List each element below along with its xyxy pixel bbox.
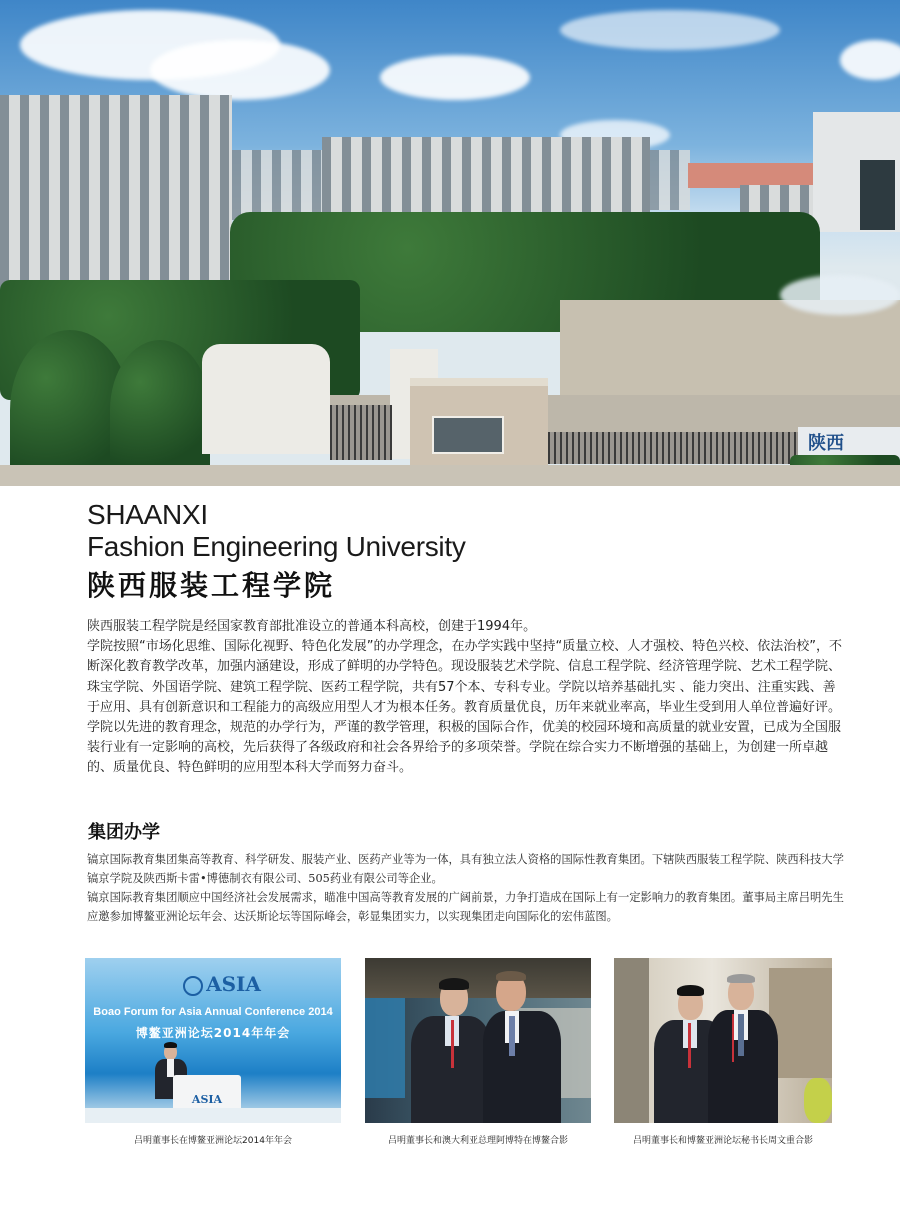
photo-boao-stage bbox=[85, 958, 341, 1123]
stage-floor bbox=[85, 1108, 341, 1123]
wall-panel bbox=[769, 968, 832, 1078]
intro-paragraph: 陕西服装工程学院是经国家教育部批准设立的普通本科高校，创建于1994年。 bbox=[87, 619, 537, 634]
intro-paragraph: 学院以先进的教育理念，规范的办学行为，严谨的教学管理，积极的国际合作，优美的校园环境和高质量的就业安置，已成为全国服装行业有一定影响的高校，先后获得了各级政府和社会各界给予的多项荣誉。学院在综合实力不断增强的基础上，为创建一所卓越的、质量优良、特色鲜明的应用型本科大学而努力奋斗。 bbox=[87, 720, 842, 776]
campus-hero-photo bbox=[0, 0, 900, 486]
wall-column bbox=[614, 958, 649, 1123]
person-right-tie bbox=[738, 1014, 744, 1056]
guardhouse-window bbox=[432, 416, 504, 454]
podium-logo: ASIA bbox=[191, 1093, 223, 1106]
left-building bbox=[0, 95, 232, 310]
photo-caption: 吕明董事长在博鳌亚洲论坛2014年年会 bbox=[134, 1136, 292, 1146]
globe-icon bbox=[183, 976, 203, 996]
center-wing bbox=[650, 150, 690, 210]
photo-with-australian-pm bbox=[365, 958, 591, 1123]
center-building bbox=[322, 137, 650, 219]
asia-logo-text: ASIA bbox=[206, 972, 261, 996]
intro-text bbox=[87, 617, 847, 779]
person-right-hair bbox=[727, 974, 755, 983]
flowers bbox=[804, 1078, 832, 1123]
cloud bbox=[560, 10, 780, 50]
person-left-hair bbox=[439, 978, 469, 990]
cloud bbox=[150, 40, 330, 100]
title-english-line1: SHAANXI bbox=[87, 499, 208, 530]
asia-logo bbox=[177, 966, 267, 1002]
campus-sign-text: 陕西 bbox=[808, 433, 844, 454]
person-left-hair bbox=[677, 985, 704, 996]
lanyard bbox=[732, 1014, 734, 1062]
right-building-glass bbox=[860, 160, 895, 230]
intro-paragraph: 学院按照“市场化思维、国际化视野、特色化发展”的办学理念，在办学实践中坚持“质量立校、人才强校、特色兴校、依法治校”，不断深化教育教学改革，加强内涵建设，形成了鲜明的办学特色。现设服装艺术学院、信息工程学院、经济管理学院、艺术工程学院、珠宝学院、外国语学院、建筑工程学院、医药工程学院，共有57个本、专科专业。学院以培养基础扎实 、能力突出、注重实践、善于应用、具有创新意识和工程能力的高级应用型人才为根本任务。教育质量优良，历年来就业率高，毕业生受到用人单位普遍好评。 bbox=[87, 639, 842, 715]
backdrop-chinese: 博鳌亚洲论坛2014年年会 bbox=[135, 1026, 291, 1040]
mid-left-building bbox=[232, 150, 322, 220]
photo-caption: 吕明董事长和博鳌亚洲论坛秘书长周文重合影 bbox=[632, 1136, 813, 1146]
gate-door bbox=[330, 405, 392, 460]
pine-tree bbox=[110, 340, 210, 480]
ceiling bbox=[365, 958, 591, 998]
cloud bbox=[840, 40, 900, 80]
group-paragraph: 镐京国际教育集团集高等教育、科学研发、服装产业、医药产业等为一体，具有独立法人资格的国际性教育集团。下辖陕西服装工程学院、陕西科技大学镐京学院及陕西斯卡雷•博德制衣有限公司、505药业有限公司等企业。 bbox=[87, 853, 844, 885]
person-right-tie bbox=[509, 1016, 515, 1056]
title-english-line2: Fashion Engineering University bbox=[87, 531, 466, 562]
group-text bbox=[87, 850, 847, 926]
lanyard bbox=[451, 1020, 454, 1068]
gate-pillar bbox=[202, 344, 330, 454]
plaza bbox=[560, 300, 900, 400]
campus-sign bbox=[798, 427, 900, 457]
section-heading-group: 集团办学 bbox=[88, 822, 160, 843]
person-right-suit bbox=[483, 1011, 561, 1123]
front-road bbox=[0, 465, 900, 486]
iron-fence bbox=[548, 432, 798, 464]
title-chinese: 陕西服装工程学院 bbox=[87, 569, 336, 602]
backdrop-english: Boao Forum for Asia Annual Conference 2014 bbox=[93, 1006, 333, 1018]
person-right-hair bbox=[496, 971, 526, 981]
cloud bbox=[380, 55, 530, 100]
blue-panel bbox=[365, 998, 405, 1098]
photo-caption: 吕明董事长和澳大利亚总理阿博特在博鳌合影 bbox=[387, 1136, 568, 1146]
speaker-shirt bbox=[167, 1059, 174, 1077]
group-paragraph: 镐京国际教育集团顺应中国经济社会发展需求，瞄准中国高等教育发展的广阔前景，力争打造成在国际上有一定影响力的教育集团。董事局主席吕明先生应邀参加博鳌亚洲论坛年会、达沃斯论坛等国际峰会，彰显集团实力，以实现集团走向国际化的宏伟蓝图。 bbox=[87, 891, 844, 923]
photo-with-boao-secretary-general bbox=[614, 958, 832, 1123]
fountain bbox=[780, 275, 900, 315]
lanyard bbox=[688, 1023, 691, 1068]
speaker-hair bbox=[164, 1042, 177, 1048]
